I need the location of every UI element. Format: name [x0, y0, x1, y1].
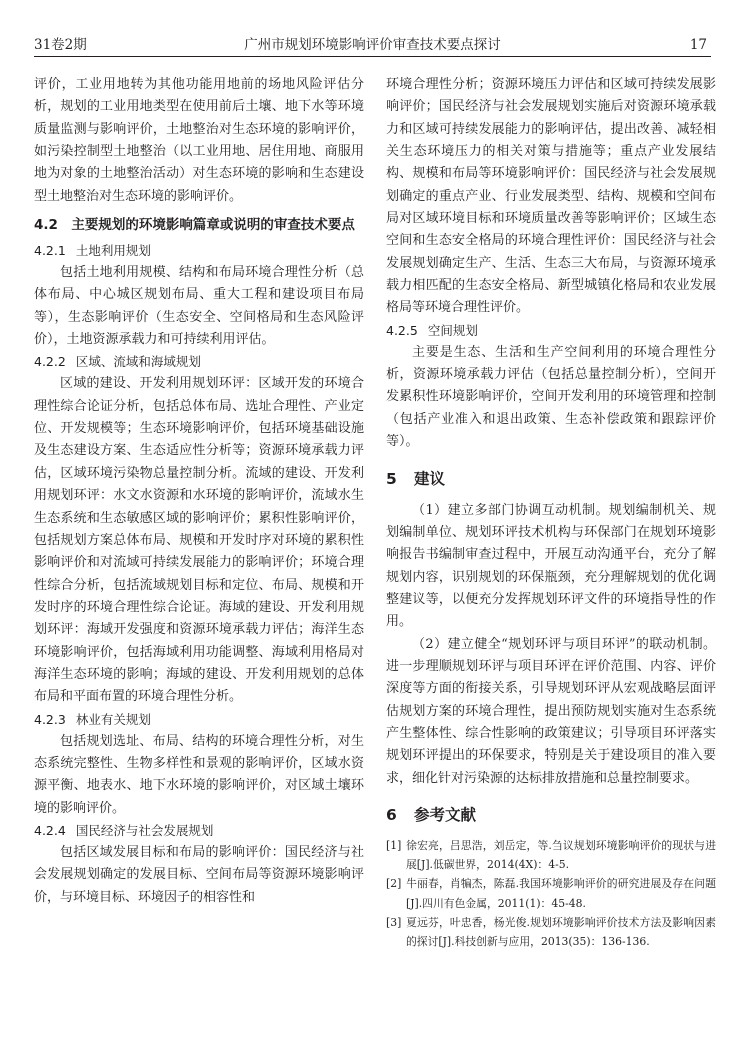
reference-number: [2]	[386, 877, 402, 891]
section-6-heading	[386, 802, 716, 828]
region-basin-sea-paragraph: 区域的建设、开发利用规划环评：区域开发的环境合理性综合论证分析，包括总体布局、选址合理性、产业定位、开发规模等；生态环境影响评价，包括环境基础设施及生态建设方案、生态适应性分析等；资源环境承载力评估，区域环境污染物总量控制分析。流域的建设、开发利用规划环评：水文水资源和水环境的影响评价，流域水生生态系统和生态敏感区域的影响评价；累积性影响评价，包括规划方案总体布局、规模和开发时序对环境的累积性影响评价和对流域可持续发展能力的影响评价；环境合理性综合分析，包括流域规划目标和定位、布局、规模和开发时序的环境合理性综合论证。海域的建设、开发利用规划环评：海域开发强度和资源环境承载力评估；海洋生态环境影响评价，包括海域利用功能调整、海域利用格局对海洋生态环境的影响；海域的建设、开发利用规划的总体布局和平面布置的环境合理性分析。	[34, 376, 364, 705]
section-number: 6	[386, 805, 397, 824]
reference-text: 牛丽春，肖犏杰，陈磊.我国环境影响评价的研究进展及存在问题[J].四川有色金属，2011(1)：45-48.	[406, 877, 716, 910]
reference-list	[386, 836, 716, 951]
section-number: 4.2.4	[34, 822, 66, 838]
section-title: 林业有关规划	[75, 711, 151, 727]
suggestion-2-paragraph: （2）建立健全“规划环评与项目环评”的联动机制。进一步理顺规划环评与项目环评在评价范围、内容、评价深度等方面的衔接关系，引导规划环评从宏观战略层面评估规划方案的环境合理性，提出预防规划实施对生态系统产生整体性、综合性影响的政策建议；引导项目环评落实规划环评提出的环保要求，特别是关于建设项目的准入要求，细化针对污染源的达标排放措施和总量控制要求。	[386, 636, 716, 786]
section-title: 空间规划	[427, 322, 478, 338]
economic-plan-paragraph: 包括区域发展目标和布局的影响评价：国民经济与社会发展规划确定的发展目标、空间布局等资源环境影响评价，与环境目标、环境因子的相容性和	[34, 844, 364, 905]
section-4-2-3-heading	[34, 709, 364, 731]
page-number: 17	[689, 37, 707, 53]
section-number: 4.2.5	[386, 322, 418, 338]
section-number: 4.2.3	[34, 711, 66, 727]
journal-article-title: 广州市规划环境影响评价审查技术要点探讨	[244, 37, 501, 53]
section-title: 参考文献	[414, 805, 477, 824]
right-column	[386, 74, 716, 951]
economic-plan-paragraph-continued: 环境合理性分析；资源环境压力评估和区域可持续发展影响评价；国民经济与社会发展规划实施后对资源环境承载力和区域可持续发展能力的影响评估，提出改善、减轻相关生态环境压力的相关对策与措施等；重点产业发展结构、规模和布局等环境影响评价：国民经济与社会发展规划确定的重点产业、行业发展类型、结构、规模和空间布局对区域环境目标和环境质量改善等影响评价；区域生态空间和生态安全格局的环境合理性评价：国民经济与社会发展规划确定生产、生活、生态三大布局，与资源环境承载力相匹配的生态安全格局、新型城镇化格局和农业发展格局等环境合理性评价。	[386, 77, 716, 316]
reference-text: 夏远芬，叶忠香，杨光俊.规划环境影响评价技术方法及影响因素的探讨[J].科技创新与应用，2013(35)：136-136.	[406, 915, 716, 948]
intro-paragraph: 评价，工业用地转为其他功能用地前的场地风险评估分析，规划的工业用地类型在使用前后土壤、地下水等环境质量监测与影响评价，土地整治对生态环境的影响评价，如污染控制型土地整治（以工业用地、居住用地、商服用地为对象的土地整治活动）对生态环境的影响和生态建设型土地整治对生态环境的影响评价。	[34, 77, 364, 204]
running-header	[34, 34, 711, 57]
reference-number: [1]	[386, 838, 402, 852]
reference-text: 徐宏亮，吕思浩，刘岳定，等.刍议规划环境影响评价的现状与进展[J].低碳世界，2014(4X)：4-5.	[406, 838, 716, 872]
issue-label: 31卷2期	[34, 37, 87, 53]
section-title: 国民经济与社会发展规划	[75, 822, 214, 838]
section-4-2-2-heading	[34, 351, 364, 373]
section-title: 建议	[414, 469, 446, 488]
section-4-2-1-heading	[34, 240, 364, 262]
section-4-2-4-heading	[34, 820, 364, 842]
reference-item	[386, 913, 716, 951]
section-title: 区域、流域和海域规划	[75, 354, 201, 370]
section-5-heading	[386, 466, 716, 492]
section-number: 4.2.2	[34, 354, 66, 370]
spatial-plan-paragraph: 主要是生态、生活和生产空间利用的环境合理性分析，资源环境承载力评估（包括总量控制分析），空间开发累积性环境影响评价，空间开发利用的环境管理和控制（包括产业准入和退出政策、生态补偿政策和跟踪评价等）。	[386, 344, 716, 450]
section-4-2-5-heading	[386, 320, 716, 342]
section-title: 土地利用规划	[75, 243, 151, 259]
section-4-2-heading: 4.2 主要规划的环境影响篇章或说明的审查技术要点	[34, 217, 355, 234]
section-number: 4.2.1	[34, 243, 66, 259]
left-column	[34, 74, 364, 909]
land-use-paragraph: 包括土地利用规模、结构和布局环境合理性分析（总体布局、中心城区规划布局、重大工程和建设项目布局等），生态影响评价（生态安全、空间格局和生态风险评价），土地资源承载力和可持续利用评估。	[34, 265, 364, 348]
reference-number: [3]	[386, 915, 402, 929]
forestry-paragraph: 包括规划选址、布局、结构的环境合理性分析，对生态系统完整性、生物多样性和景观的影响评价，区域水资源平衡、地表水、地下水环境的影响评价，对区域土壤环境的影响评价。	[34, 733, 364, 816]
reference-item	[386, 836, 716, 874]
reference-item	[386, 874, 716, 912]
suggestion-1-paragraph: （1）建立多部门协调互动机制。规划编制机关、规划编制单位、规划环评技术机构与环保部门在规划环境影响报告书编制审查过程中，开展互动沟通平台，充分了解规划内容，识别规划的环保瓶颈，充分理解规划的优化调整建议等，以便充分发挥规划环评文件的环境指导性的作用。	[386, 502, 716, 630]
section-number: 5	[386, 469, 397, 488]
